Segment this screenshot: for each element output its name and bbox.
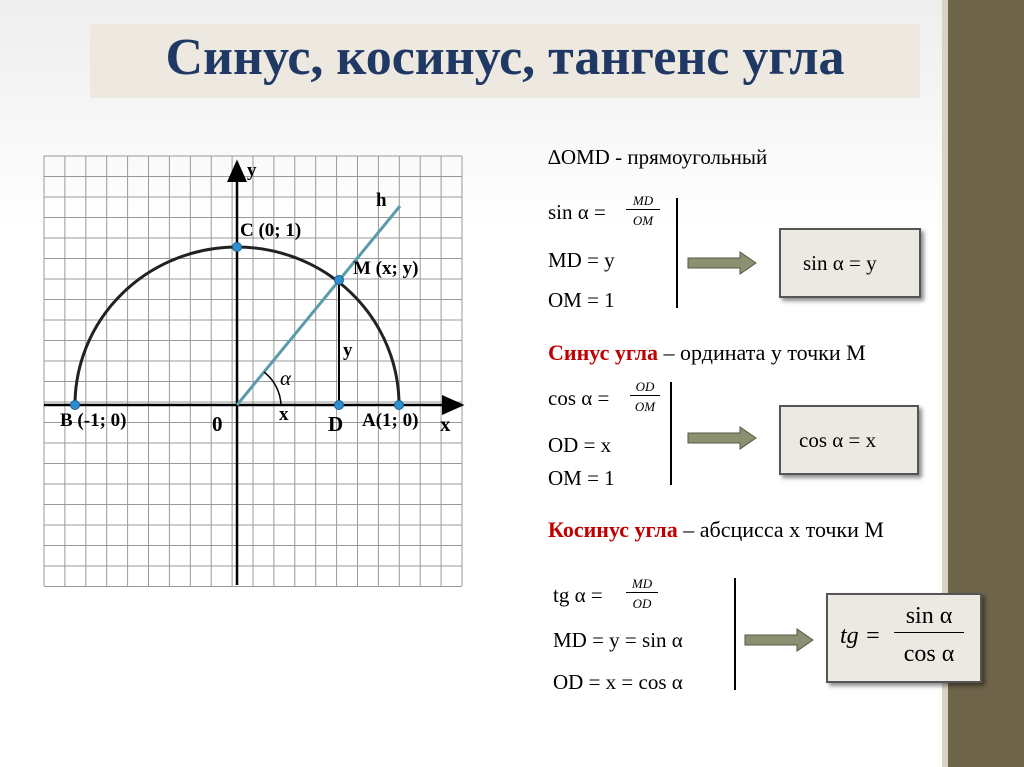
- od-equals-x: OD = x: [548, 433, 612, 457]
- tg-arrow: [745, 629, 813, 651]
- point-d-label: D: [328, 412, 344, 436]
- cos-arrow: [688, 427, 756, 449]
- triangle-statement: ∆OMD - прямоугольный: [548, 145, 768, 169]
- tg-fraction-denominator: OD: [632, 596, 652, 611]
- segment-x-label: x: [279, 404, 289, 425]
- tg-fraction-numerator: MD: [626, 576, 658, 593]
- cos-fraction-numerator: OD: [630, 379, 660, 396]
- x-axis-label: x: [440, 412, 451, 436]
- tg-result-lhs: tg =: [840, 623, 881, 649]
- y-axis-label: y: [247, 160, 257, 181]
- om-equals-1-cos: OM = 1: [548, 466, 615, 490]
- sin-formula-lhs: sin α =: [548, 200, 606, 224]
- slide-title: Синус, косинус, тангенс угла: [165, 29, 845, 86]
- cosine-definition-term: Косинус угла: [548, 517, 678, 542]
- point-a-label: A(1; 0): [362, 410, 419, 431]
- sin-result: sin α = y: [803, 251, 877, 275]
- od-x-cos: OD = x = cos α: [553, 670, 683, 694]
- tg-result-denominator: cos α: [903, 641, 955, 667]
- md-y-sin: MD = y = sin α: [553, 628, 683, 652]
- sine-definition-term: Синус угла: [548, 340, 659, 365]
- cosine-definition-text: – абсцисса x точки М: [677, 517, 884, 542]
- om-equals-1: OM = 1: [548, 288, 615, 312]
- point-b-label: B (-1; 0): [60, 410, 127, 431]
- sin-arrow: [688, 252, 756, 274]
- angle-label: α: [280, 366, 292, 390]
- point-m-label: M (x; y): [353, 258, 419, 279]
- ray-h-label: h: [376, 190, 387, 211]
- tg-result-numerator: sin α: [894, 603, 964, 633]
- md-equals-y: MD = y: [548, 248, 615, 272]
- cos-result: cos α = x: [799, 428, 877, 452]
- cos-fraction-denominator: OM: [634, 399, 656, 414]
- sin-fraction-denominator: OM: [632, 213, 654, 228]
- cos-formula-lhs: cos α =: [548, 386, 610, 410]
- point-c-label: C (0; 1): [240, 220, 302, 241]
- segment-y-label: y: [343, 340, 353, 361]
- tg-formula-lhs: tg α =: [553, 583, 603, 607]
- sine-definition-text: – ордината y точки М: [658, 340, 866, 365]
- sin-fraction-numerator: MD: [626, 193, 660, 210]
- origin-label: 0: [212, 412, 223, 436]
